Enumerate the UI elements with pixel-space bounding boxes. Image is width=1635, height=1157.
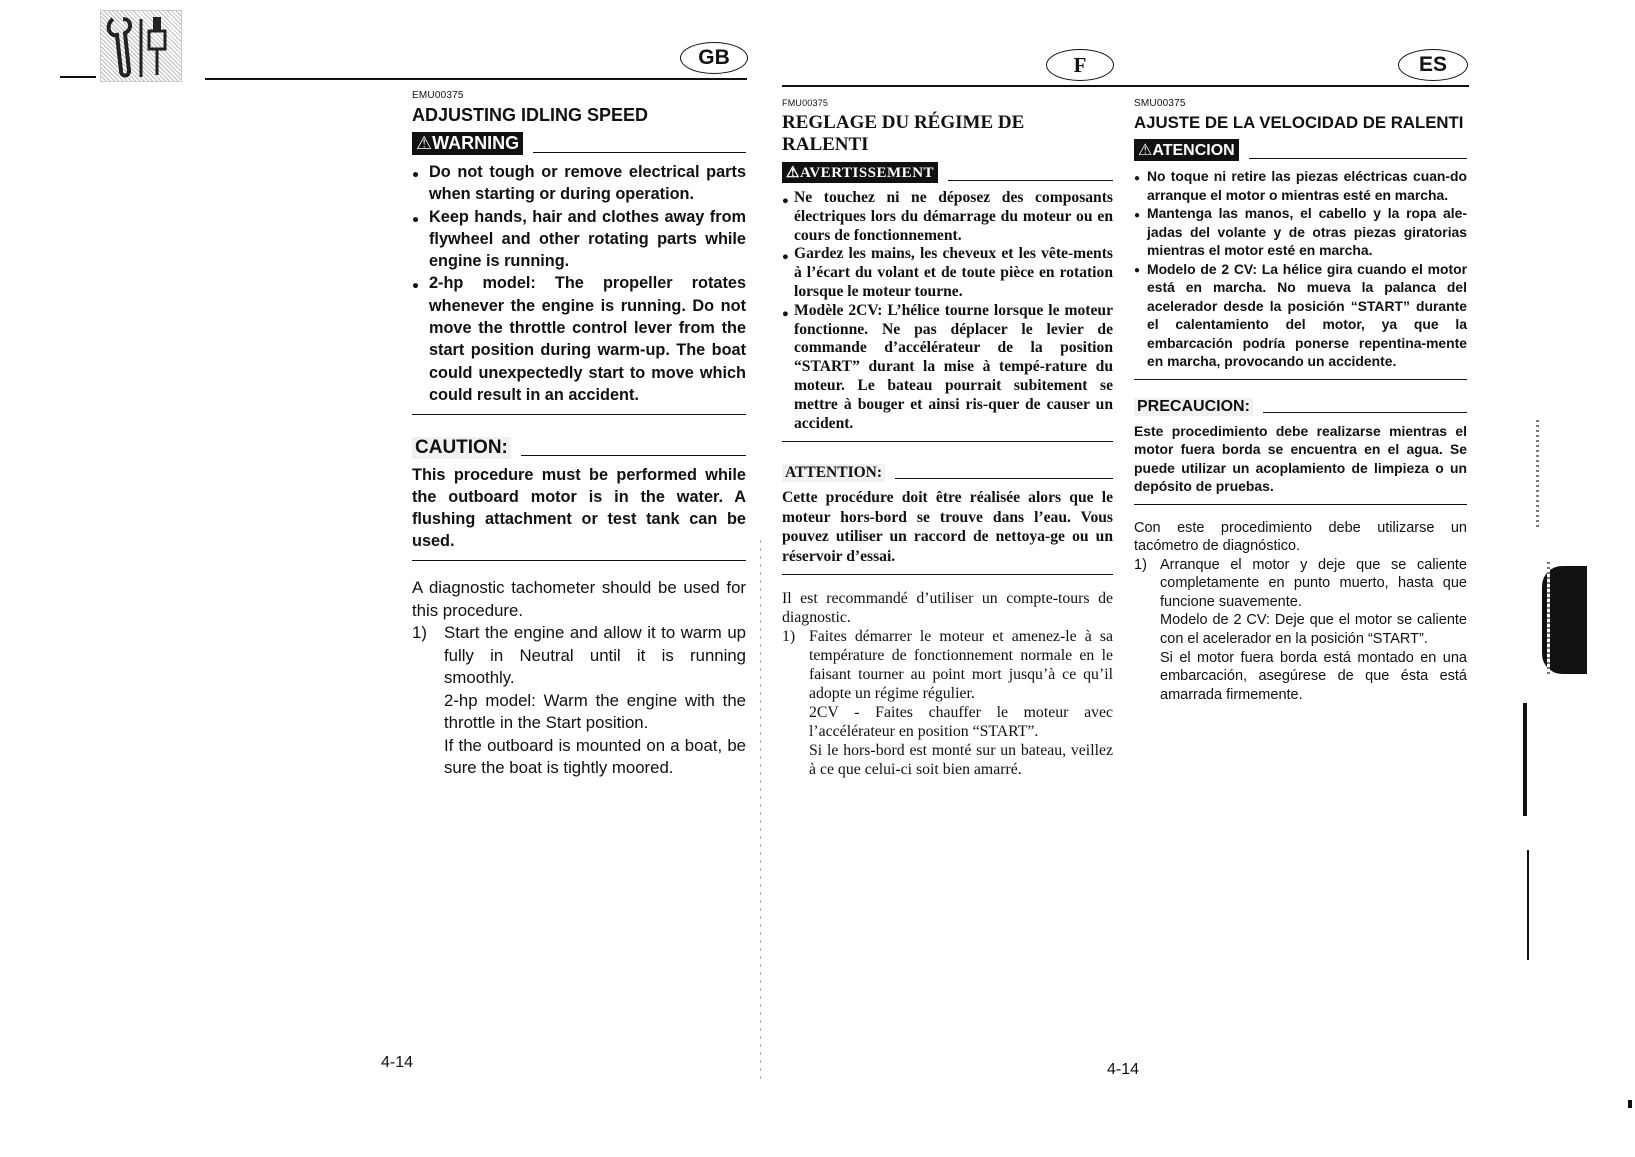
column-english — [412, 90, 746, 780]
caution-label: CAUTION: — [412, 437, 511, 459]
divider — [521, 455, 746, 456]
warning-item: ● Ne touchez ni ne déposez des composants électriques lors du démarrage du moteur ou en cours de fonctionnement. — [782, 189, 1113, 245]
caution-text: Cette procédure doit être réalisée alors que le moteur hors-bord se trouve dans l’eau. Vous pouvez utiliser un raccord de nettoya-ge ou un réservoir d’essai. — [782, 489, 1113, 565]
page-number-left: 4-14 — [381, 1054, 414, 1071]
caution-header — [782, 464, 1113, 482]
caution-label: PRECAUCION: — [1134, 398, 1253, 416]
caution-header — [412, 437, 746, 459]
divider — [895, 478, 1113, 479]
section-title: AJUSTE DE LA VELOCIDAD DE RALENTI — [1134, 113, 1464, 132]
step-paragraph: Si el motor fuera borda está montado en una embarcación, asegúrese de que ésta está amarrada firmemente. — [1160, 649, 1467, 703]
warning-item: ● Gardez les mains, les cheveux et les vête-ments à l’écart du volant et de toute pièce en rotation lorsque le moteur tourne. — [782, 245, 1113, 301]
warning-badge: ⚠WARNING — [412, 132, 523, 155]
column-french — [782, 98, 1113, 779]
step-paragraph: If the outboard is mounted on a boat, be sure the boat is tightly moored. — [444, 735, 746, 778]
warning-list — [412, 161, 746, 406]
divider — [1134, 379, 1467, 380]
step-item — [412, 622, 746, 780]
column-spanish — [1134, 98, 1467, 704]
margin-bar — [1523, 703, 1527, 816]
warning-item: ● Do not tough or remove electrical parts when starting or during operation. — [412, 161, 746, 206]
warning-list — [782, 189, 1113, 433]
step-paragraph: Start the engine and allow it to warm up fully in Neutral until it is running smoothly. — [444, 623, 746, 688]
caution-label: ATTENTION: — [782, 464, 885, 482]
caution-text: This procedure must be performed while the outboard motor is in the water. A flushing attachment or test tank can be used. — [412, 466, 746, 550]
warning-triangle-icon: ⚠ — [786, 165, 800, 181]
step-number: 1) — [1134, 556, 1147, 573]
warning-item: ● Mantenga las manos, el cabello y la ropa ale-jadas del volante y de otras piezas giratorias mientras el motor esté en marcha. — [1134, 204, 1467, 260]
warning-item: ● Modèle 2CV: L’hélice tourne lorsque le moteur fonctionne. Ne pas déplacer le levier de commande d’accélérateur de la position “START” durant la mise à tempé-rature du moteur. Le bateau pourrait subitement se mettre à bouger et ainsi ris-quer de causer un accident. — [782, 302, 1113, 434]
warning-item: ● No toque ni retire las piezas eléctricas cuan-do arranque el motor o mientras esté en marcha. — [1134, 167, 1467, 204]
warning-header — [782, 162, 1113, 183]
header-rule-left-stub — [60, 76, 96, 78]
intro-text: Con este procedimiento debe utilizarse un tacómetro de diagnóstico. — [1134, 519, 1467, 555]
section-code: SMU00375 — [1134, 98, 1186, 109]
page-fold-line — [760, 540, 761, 1080]
step-item — [1134, 556, 1467, 705]
language-badge-gb: GB — [680, 42, 748, 74]
warning-item: ● Modelo de 2 CV: La hélice gira cuando el motor está en marcha. No mueva la palanca del acelerador desde la posición “START” durante el calentamiento del motor, ya que la embarcación podría ponerse repentina-mente en marcha, provocando un accidente. — [1134, 260, 1467, 371]
divider — [782, 574, 1113, 575]
section-title: REGLAGE DU RÉGIME DE RALENTI — [782, 112, 1025, 155]
warning-item: ● Keep hands, hair and clothes away from flywheel and other rotating parts while engine is running. — [412, 206, 746, 273]
divider — [412, 414, 746, 415]
header-rule-gb — [205, 78, 747, 80]
step-paragraph: 2CV - Faites chauffer le moteur avec l’accélérateur en position “START”. — [809, 703, 1113, 740]
language-badge-f: F — [1046, 49, 1114, 81]
warning-triangle-icon: ⚠ — [1138, 142, 1153, 159]
warning-list — [1134, 167, 1467, 371]
divider — [782, 441, 1113, 442]
warning-header — [412, 132, 746, 155]
warning-badge: ⚠AVERTISSEMENT — [782, 162, 938, 183]
step-paragraph: Faites démarrer le moteur et amenez-le à sa température de fonctionnement normale en le faisant tourner au point mort jusqu’à ce qu’il adopte un régime régulier. — [809, 627, 1113, 702]
step-item — [782, 627, 1113, 779]
warning-item: ● 2-hp model: The propeller rotates whenever the engine is running. Do not move the throttle control lever from the start position during warm-up. The boat could unexpectedly start to move which could result in an accident. — [412, 272, 746, 406]
divider — [412, 560, 746, 561]
divider — [1249, 158, 1467, 159]
warning-header — [1134, 139, 1467, 161]
step-paragraph: Si le hors-bord est monté sur un bateau, veillez à ce que celui-ci soit bien amarré. — [809, 741, 1113, 778]
step-number: 1) — [782, 627, 796, 645]
scan-artifact — [1547, 562, 1550, 674]
scan-artifact — [1628, 1100, 1632, 1108]
language-badge-es: ES — [1398, 49, 1468, 81]
page-number-right: 4-14 — [1107, 1061, 1140, 1078]
divider — [948, 180, 1113, 181]
divider — [1134, 504, 1467, 505]
caution-text: Este procedimiento debe realizarse mientras el motor fuera borda se encuentra en el agua. Se puede utilizar un acoplamiento de limpieza o un depósito de pruebas. — [1134, 422, 1467, 494]
warning-badge: ⚠ATENCION — [1134, 139, 1239, 161]
caution-header — [1134, 398, 1467, 416]
divider — [1263, 412, 1467, 413]
margin-bar — [1527, 850, 1529, 960]
header-rule-fr-es — [782, 85, 1469, 87]
section-title: ADJUSTING IDLING SPEED — [412, 105, 649, 125]
warning-triangle-icon: ⚠ — [416, 133, 433, 153]
step-paragraph: 2-hp model: Warm the engine with the throttle in the Start position. — [444, 690, 746, 733]
scan-artifact — [1536, 420, 1539, 530]
intro-text: Il est recommandé d’utiliser un compte-tours de diagnostic. — [782, 589, 1113, 626]
intro-text: A diagnostic tachometer should be used for this procedure. — [412, 578, 746, 620]
step-paragraph: Modelo de 2 CV: Deje que el motor se caliente con el acelerador en la posición “START”. — [1160, 612, 1467, 648]
tools-logo-icon — [100, 10, 182, 82]
step-number: 1) — [412, 623, 427, 643]
section-code: FMU00375 — [782, 98, 829, 108]
step-paragraph: Arranque el motor y deje que se caliente completamente en punto muerto, hasta que funcione suavemente. — [1160, 556, 1467, 610]
divider — [533, 152, 746, 153]
section-code: EMU00375 — [412, 90, 464, 101]
